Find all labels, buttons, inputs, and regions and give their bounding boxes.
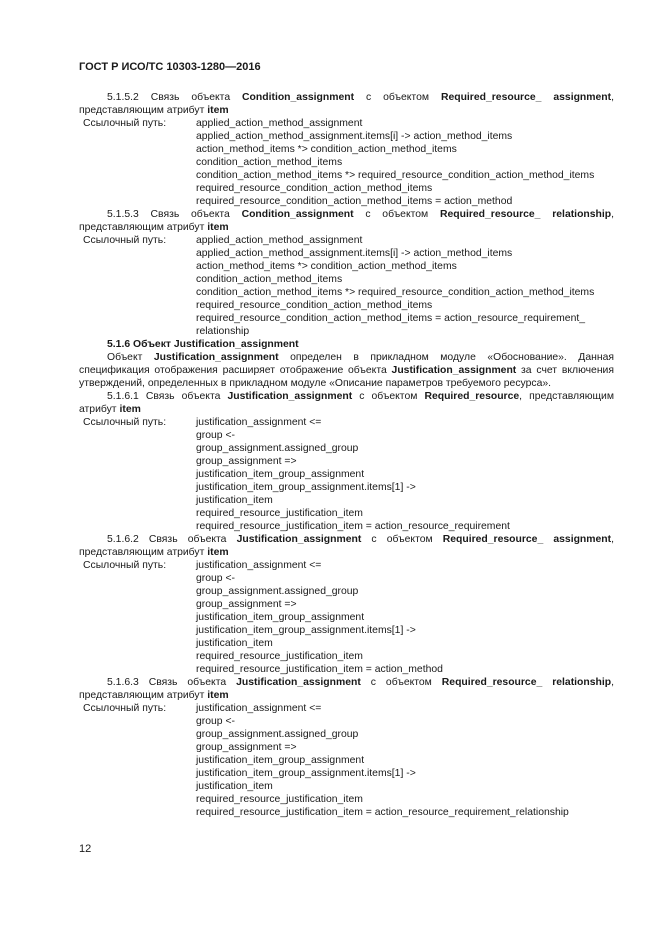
bold-term: Justification_assignment — [236, 534, 362, 545]
reference-path-line: action_method_items *> condition_action_method_items — [196, 144, 457, 155]
reference-path-label: Ссылочный путь: — [83, 703, 167, 714]
bold-term: Condition_assignment — [241, 209, 354, 220]
reference-path — [79, 117, 614, 208]
text-run: 5.1.6.2 Связь объекта — [107, 534, 237, 545]
reference-path-line: group <- — [196, 716, 235, 727]
bold-term: Justification_assignment — [153, 352, 279, 363]
text-run: 5.1.6.3 Связь объекта — [107, 677, 237, 688]
text-run: 5.1.5.3 Связь объекта — [107, 209, 242, 220]
reference-path-line: required_resource_condition_action_method_items — [196, 300, 433, 311]
paragraph — [79, 338, 614, 351]
reference-path-line: required_resource_justification_item = action_resource_requirement_relationship — [196, 807, 569, 818]
paragraph — [79, 533, 614, 559]
reference-path-line: required_resource_justification_item — [196, 508, 363, 519]
reference-path-line: required_resource_justification_item = action_resource_requirement — [196, 521, 510, 532]
paragraph — [79, 208, 614, 234]
document-header: ГОСТ Р ИСО/ТС 10303-1280—2016 — [79, 61, 261, 73]
reference-path-label: Ссылочный путь: — [83, 417, 167, 428]
reference-path-line: justification_item_group_assignment — [196, 469, 365, 480]
reference-path-line: relationship — [196, 326, 250, 337]
reference-path-line: applied_action_method_assignment — [196, 118, 363, 129]
bold-term: item — [119, 404, 141, 415]
reference-path — [79, 234, 614, 338]
reference-path-line: required_resource_justification_item = action_method — [196, 664, 443, 675]
reference-path-line: applied_action_method_assignment.items[i] -> action_method_items — [196, 131, 513, 142]
bold-term: Justification_assignment — [391, 365, 517, 376]
reference-path — [79, 702, 614, 819]
bold-term: Required_resource_ assignment — [442, 534, 612, 545]
bold-term: Required_resource_ relationship — [439, 209, 612, 220]
reference-path-line: required_resource_justification_item — [196, 651, 363, 662]
bold-term: item — [207, 105, 229, 116]
reference-path-line: group <- — [196, 573, 235, 584]
reference-path-line: justification_item_group_assignment — [196, 612, 365, 623]
reference-path-line: group_assignment => — [196, 456, 297, 467]
reference-path-line: required_resource_condition_action_method_items — [196, 183, 433, 194]
reference-path — [79, 559, 614, 676]
reference-path-label: Ссылочный путь: — [83, 118, 167, 129]
reference-path-line: required_resource_justification_item — [196, 794, 363, 805]
text-run: 5.1.6.1 Связь объекта — [107, 391, 228, 402]
page-number: 12 — [79, 843, 92, 855]
reference-path-line: justification_item — [196, 495, 273, 506]
bold-term: Justification_assignment — [236, 677, 361, 688]
reference-path-line: condition_action_method_items — [196, 157, 343, 168]
reference-path-lines — [196, 117, 614, 208]
paragraph — [79, 351, 614, 390]
reference-path-line: condition_action_method_items *> required_resource_condition_action_method_items — [196, 287, 595, 298]
text-run: , представляющим атрибут — [79, 391, 615, 415]
text-run: , представляющим атрибут — [79, 677, 615, 701]
reference-path-line: justification_item — [196, 638, 273, 649]
text-run: с объектом — [354, 92, 441, 103]
reference-path-line: group_assignment.assigned_group — [196, 729, 359, 740]
reference-path-line: justification_item_group_assignment.items[1] -> — [196, 625, 416, 636]
text-run: за счет включения утверждений, определенных в прикладном модуле «Описание параметров требуемого ресурса». — [79, 365, 614, 389]
bold-term: item — [207, 547, 229, 558]
reference-path-line: condition_action_method_items *> required_resource_condition_action_method_items — [196, 170, 595, 181]
reference-path-line: required_resource_condition_action_method_items = action_resource_requirement_ — [196, 313, 586, 324]
reference-path-lines — [196, 559, 614, 676]
text-run: Объект — [107, 352, 154, 363]
reference-path-line: justification_item_group_assignment.items[1] -> — [196, 768, 416, 779]
bold-term: Required_resource_ assignment — [440, 92, 612, 103]
text-run: , представляющим атрибут — [79, 92, 614, 116]
text-run: с объектом — [353, 209, 440, 220]
reference-path-line: justification_item_group_assignment.items[1] -> — [196, 482, 416, 493]
reference-path-lines — [196, 416, 614, 533]
reference-path-line: group_assignment.assigned_group — [196, 586, 359, 597]
text-run: , представляющим атрибут — [79, 534, 614, 558]
paragraph — [79, 676, 614, 702]
reference-path-line: justification_assignment <= — [196, 703, 322, 714]
reference-path — [79, 416, 614, 533]
reference-path-line: justification_assignment <= — [196, 560, 322, 571]
reference-path-line: applied_action_method_assignment.items[i] -> action_method_items — [196, 248, 513, 259]
reference-path-line: group_assignment => — [196, 599, 297, 610]
bold-term: item — [207, 690, 229, 701]
paragraph — [79, 390, 614, 416]
reference-path-lines — [196, 234, 614, 338]
text-run: с объектом — [360, 677, 442, 688]
reference-path-line: justification_assignment <= — [196, 417, 322, 428]
reference-path-label: Ссылочный путь: — [83, 235, 167, 246]
bold-term: Justification_assignment — [227, 391, 353, 402]
bold-term: 5.1.6 Объект Justification_assignment — [107, 339, 299, 350]
reference-path-line: justification_item — [196, 781, 273, 792]
reference-path-line: justification_item_group_assignment — [196, 755, 365, 766]
reference-path-lines — [196, 702, 614, 819]
bold-term: Condition_assignment — [242, 92, 355, 103]
reference-path-line: group_assignment => — [196, 742, 297, 753]
text-run: , представляющим атрибут — [79, 209, 615, 233]
reference-path-line: required_resource_condition_action_method_items = action_method — [196, 196, 513, 207]
text-run: с объектом — [352, 391, 425, 402]
bold-term: Required_resource — [424, 391, 520, 402]
bold-term: item — [207, 222, 229, 233]
reference-path-label: Ссылочный путь: — [83, 560, 167, 571]
reference-path-line: group_assignment.assigned_group — [196, 443, 359, 454]
paragraph — [79, 91, 614, 117]
reference-path-line: condition_action_method_items — [196, 274, 343, 285]
text-run: определен в прикладном модуле «Обоснование». Данная спецификация отображения расширяет отображение объекта — [79, 352, 614, 376]
text-run: 5.1.5.2 Связь объекта — [107, 92, 243, 103]
text-run: с объектом — [361, 534, 443, 545]
reference-path-line: group <- — [196, 430, 235, 441]
bold-term: Required_resource_ relationship — [441, 677, 612, 688]
reference-path-line: applied_action_method_assignment — [196, 235, 363, 246]
reference-path-line: action_method_items *> condition_action_method_items — [196, 261, 457, 272]
document-body — [79, 91, 614, 819]
